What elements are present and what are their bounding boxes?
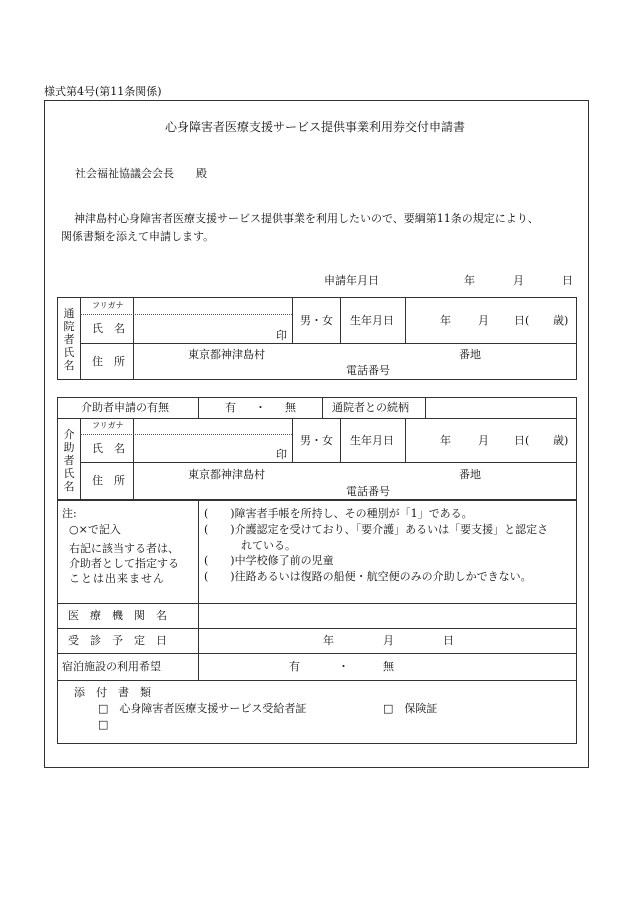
assistant-side-label: 介助者氏名 xyxy=(63,428,75,493)
addressee: 社会福祉協議会会長 殿 xyxy=(75,167,207,180)
attachment-item-1: □ 心身障害者医療支援サービス受給者証 xyxy=(98,702,307,715)
intro-line-1: 神津島村心身障害者医療支援サービス提供事業を利用したいので、要綱第11条の規定により、 xyxy=(74,212,539,225)
assistant-dob-label: 生年月日 xyxy=(350,434,394,447)
notes-line-2: 右記に該当する者は、 xyxy=(69,542,179,555)
assistant-block xyxy=(57,418,577,500)
patient-dob-month: 月 xyxy=(478,314,489,327)
assist-dot: ・ xyxy=(255,401,266,414)
lodging-dot: ・ xyxy=(338,660,349,673)
patient-banchi: 番地 xyxy=(459,348,481,361)
application-date-day: 日 xyxy=(562,274,573,287)
assistant-sex: 男・女 xyxy=(300,434,333,447)
patient-phone-label: 電話番号 xyxy=(346,364,390,377)
lodging-yes: 有 xyxy=(289,660,300,673)
notes-line-4: ことは出来ません xyxy=(69,572,165,585)
patient-address-label: 住 所 xyxy=(92,355,125,368)
assist-application-label: 介助者申請の有無 xyxy=(81,401,169,414)
patient-seal: 印 xyxy=(276,329,287,342)
notes-item-2: ( )介護認定を受けており、「要介護」あるいは「要支援」と認定さ xyxy=(204,523,549,536)
patient-sex: 男・女 xyxy=(300,314,333,327)
attachment-item-2: □ 保険証 xyxy=(383,702,438,715)
assistant-dob-year: 年 xyxy=(440,434,451,447)
assistant-furigana-label: フリガナ xyxy=(92,421,124,430)
relation-label: 通院者との続柄 xyxy=(332,401,409,414)
patient-side-label: 通院者氏名 xyxy=(63,307,75,372)
assistant-banchi: 番地 xyxy=(459,468,481,481)
assist-no: 無 xyxy=(285,401,296,414)
patient-dob-year: 年 xyxy=(440,314,451,327)
assistant-phone-label: 電話番号 xyxy=(346,485,390,498)
lodging-no: 無 xyxy=(383,660,394,673)
visit-date-month: 月 xyxy=(383,634,394,647)
medical-institution-label: 医 療 機 関 名 xyxy=(68,609,167,622)
assist-yes: 有 xyxy=(225,401,236,414)
visit-date-label: 受 診 予 定 日 xyxy=(68,634,167,647)
notes-item-1: ( )障害者手帳を所持し、その種別が「1」である。 xyxy=(204,507,473,520)
assistant-dob-month: 月 xyxy=(478,434,489,447)
patient-address: 東京都神津島村 xyxy=(188,348,265,361)
patient-block xyxy=(57,297,577,380)
application-date-month: 月 xyxy=(513,274,524,287)
notes-item-3: ( )中学校修了前の児童 xyxy=(204,554,334,567)
assistant-seal: 印 xyxy=(276,448,287,461)
assistant-age: 歳) xyxy=(553,434,569,447)
notes-line-3: 介助者として指定する xyxy=(69,557,179,570)
visit-date-day: 日 xyxy=(443,634,454,647)
patient-dob-label: 生年月日 xyxy=(350,314,394,327)
assistant-dob-day: 日( xyxy=(514,434,530,447)
notes-label: 注: xyxy=(62,507,77,520)
lodging-label: 宿泊施設の利用希望 xyxy=(62,660,161,673)
notes-item-4: ( )往路あるいは復路の船便・航空便のみの介助しかできない。 xyxy=(204,570,532,583)
form-title: 心身障害者医療支援サービス提供事業利用券交付申請書 xyxy=(164,120,465,134)
assistant-address-label: 住 所 xyxy=(92,474,125,487)
patient-age: 歳) xyxy=(553,314,569,327)
assistant-address: 東京都神津島村 xyxy=(188,468,265,481)
notes-item-2-cont: れている。 xyxy=(241,539,296,552)
application-date-year: 年 xyxy=(464,274,475,287)
patient-name-label: 氏 名 xyxy=(92,322,125,335)
visit-date-year: 年 xyxy=(323,634,334,647)
form-number: 様式第4号(第11条関係) xyxy=(44,85,162,98)
application-date-label: 申請年月日 xyxy=(324,274,379,287)
assistant-name-label: 氏 名 xyxy=(92,442,125,455)
intro-line-2: 関係書類を添えて申請します。 xyxy=(61,230,215,243)
notes-line-1: ○×で記入 xyxy=(69,523,121,536)
patient-furigana-label: フリガナ xyxy=(92,301,124,310)
attachment-item-3: □ xyxy=(98,718,109,731)
attachments-label: 添 付 書 類 xyxy=(74,686,151,699)
patient-dob-day: 日( xyxy=(514,314,530,327)
